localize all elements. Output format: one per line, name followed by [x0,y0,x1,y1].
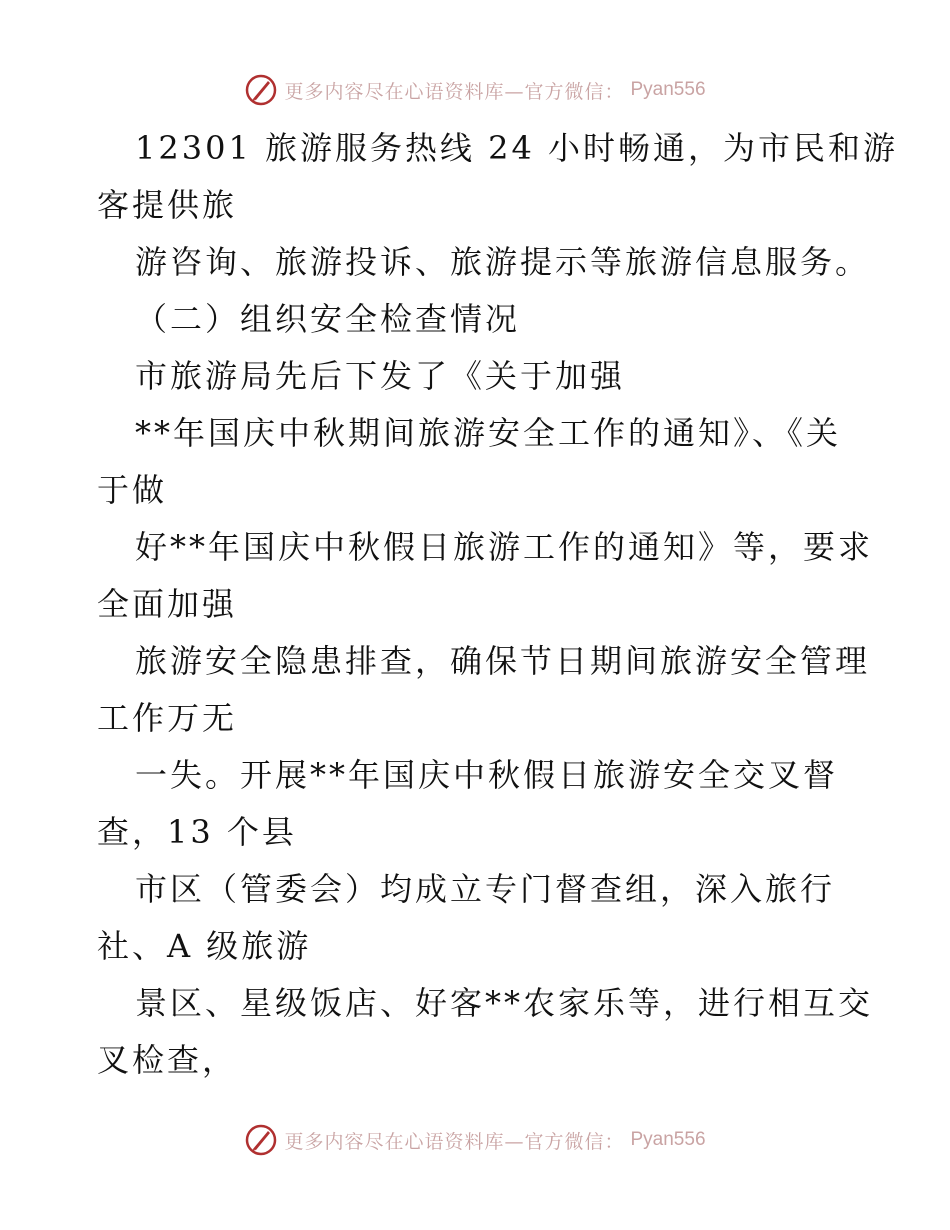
text-line: 工作万无 [97,699,238,737]
text-line: 社、A 级旅游 [97,927,312,965]
header-watermark [0,70,950,110]
text-line: 市旅游局先后下发了《关于加强 [135,357,626,395]
text-line: 客提供旅 [97,186,238,224]
quill-logo-icon [244,1123,278,1157]
watermark-text: 更多内容尽在心语资料库—官方微信： [284,80,625,103]
section-heading: （二）组织安全检查情况 [135,300,521,338]
watermark-handle: Pyan556 [630,1129,706,1150]
text-line: 查，13 个县 [97,813,297,851]
text-line: 游咨询、旅游投诉、旅游提示等旅游信息服务。 [135,243,871,281]
watermark-handle: Pyan556 [630,79,706,100]
text-line: 市区（管委会）均成立专门督查组，深入旅行 [135,870,836,908]
text-line: **年国庆中秋期间旅游安全工作的通知》、《关 [135,414,842,452]
watermark-text: 更多内容尽在心语资料库—官方微信： [284,1130,625,1153]
document-body [97,120,899,1089]
text-line: 于做 [97,471,168,509]
text-line: 12301 旅游服务热线 24 小时畅通，为市民和游 [135,129,899,167]
text-line: 全面加强 [97,585,238,623]
text-line: 旅游安全隐患排查，确保节日期间旅游安全管理 [135,642,871,680]
text-line: 景区、星级饭店、好客**农家乐等，进行相互交 [135,984,874,1022]
text-line: 叉检查， [97,1041,238,1079]
text-line: 好**年国庆中秋假日旅游工作的通知》等，要求 [135,528,874,566]
footer-watermark [0,1120,950,1160]
text-line: 一失。开展**年国庆中秋假日旅游安全交叉督 [135,756,839,794]
quill-logo-icon [244,73,278,107]
